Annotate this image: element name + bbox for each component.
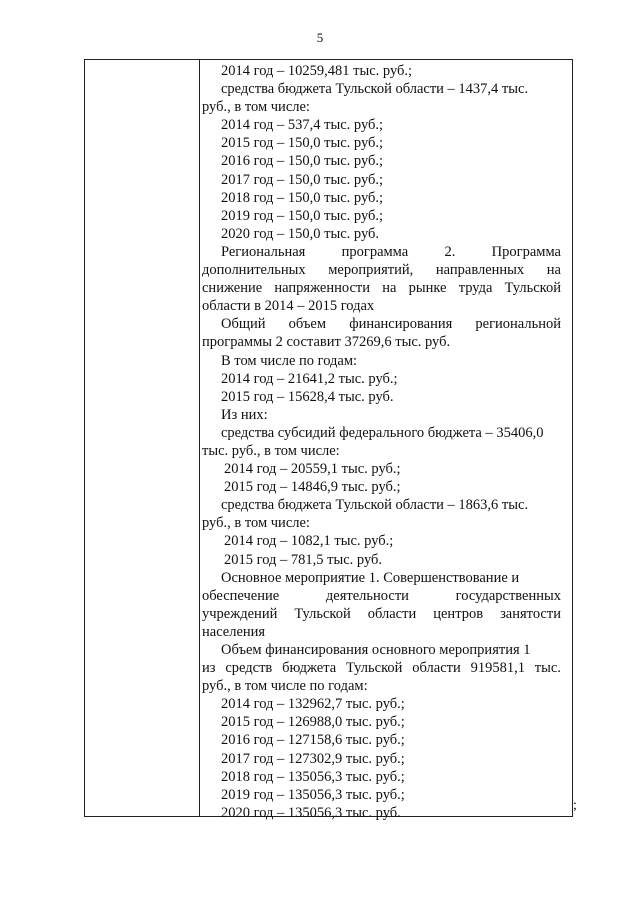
budget-line: 2014 год – 10259,481 тыс. руб.;	[221, 63, 413, 79]
budget-line: 2017 год – 150,0 тыс. руб.;	[221, 171, 384, 188]
budget-line: 2015 год – 150,0 тыс. руб.;	[221, 135, 384, 152]
word: области	[367, 605, 417, 622]
word: мероприятий,	[328, 262, 414, 279]
federal-line2: тыс. руб., в том числе:	[202, 442, 340, 459]
program2-2014: 2014 год – 21641,2 тыс. руб.;	[221, 370, 398, 387]
ma-volume-line3: руб., в том числе по годам:	[202, 678, 368, 695]
word: центров	[433, 605, 484, 622]
main-activity-line3	[202, 605, 561, 623]
regional-2015: 2015 год – 781,5 тыс. руб.	[224, 551, 383, 568]
word: государственных	[455, 587, 561, 604]
word: 2.	[444, 243, 456, 260]
main-activity-year-line: 2015 год – 126988,0 тыс. руб.;	[221, 714, 405, 731]
financing-table	[84, 59, 573, 821]
word: дополнительных	[202, 262, 306, 279]
ma-volume-line2	[202, 659, 561, 677]
by-years-label: В том числе по годам:	[221, 352, 358, 369]
financing-text-column	[202, 62, 561, 822]
word: 919581,1	[470, 660, 525, 677]
main-activity-year-line: 2014 год – 132962,7 тыс. руб.;	[221, 696, 405, 713]
word: обеспечение	[202, 587, 280, 604]
word: на	[382, 280, 397, 297]
main-activity-line4: населения	[202, 623, 266, 640]
program2-volume-line2: программы 2 составит 37269,6 тыс. руб.	[202, 334, 451, 351]
regional-line1: средства бюджета Тульской области – 1863,6 тыс.	[221, 497, 529, 514]
word: региональной	[475, 316, 561, 333]
main-activity-year-line: 2018 год – 135056,3 тыс. руб.;	[221, 768, 405, 785]
word: Тульской	[346, 660, 403, 677]
column-divider	[199, 60, 200, 816]
main-activity-year-line: 2019 год – 135056,3 тыс. руб.;	[221, 786, 405, 803]
word: снижение	[202, 280, 263, 297]
word: Программа	[491, 243, 561, 260]
budget-line: руб., в том числе:	[202, 99, 310, 116]
program2-volume-line1	[202, 315, 561, 333]
program2-title-line2	[202, 261, 561, 279]
word: области	[412, 660, 461, 677]
budget-line: 2016 год – 150,0 тыс. руб.;	[221, 153, 384, 170]
budget-line: 2014 год – 537,4 тыс. руб.;	[221, 117, 384, 134]
budget-line: средства бюджета Тульской области – 1437,4 тыс.	[221, 81, 529, 98]
word: занятости	[500, 605, 561, 622]
word: Региональная	[221, 243, 306, 260]
budget-line: 2018 год – 150,0 тыс. руб.;	[221, 189, 384, 206]
word: напряженности	[274, 280, 370, 297]
main-activity-line2	[202, 587, 561, 605]
main-activity-year-line: 2017 год – 127302,9 тыс. руб.;	[221, 750, 405, 767]
program2-2015: 2015 год – 15628,4 тыс. руб.	[221, 388, 394, 405]
word: Тульской	[294, 605, 351, 622]
word: на	[546, 262, 561, 279]
word: деятельности	[325, 587, 409, 604]
regional-line2: руб., в том числе:	[202, 515, 310, 532]
trailing-semicolon: ;	[573, 798, 577, 813]
main-activity-year-line: 2020 год – 135056,3 тыс. руб.	[221, 804, 401, 821]
page-number: 5	[316, 30, 324, 45]
word: финансирования	[349, 316, 453, 333]
regional-2014: 2014 год – 1082,1 тыс. руб.;	[224, 533, 394, 550]
word: из	[202, 660, 216, 677]
of-them-label: Из них:	[221, 406, 268, 423]
main-activity-year-line: 2016 год – 127158,6 тыс. руб.;	[221, 732, 405, 749]
ma-volume-line1: Объем финансирования основного мероприятия 1	[221, 642, 531, 658]
word: средств	[225, 660, 273, 677]
program2-title-line3	[202, 279, 561, 297]
word: бюджета	[282, 660, 337, 677]
program2-title-line1	[202, 243, 561, 261]
budget-line: 2020 год – 150,0 тыс. руб.	[221, 225, 380, 242]
word: рынке	[408, 280, 447, 297]
program2-title-line4: области в 2014 – 2015 годах	[202, 298, 375, 315]
word: тыс.	[534, 660, 561, 677]
budget-line: 2019 год – 150,0 тыс. руб.;	[221, 207, 384, 224]
word: Общий	[221, 316, 266, 333]
word: объем	[288, 316, 327, 333]
federal-2015: 2015 год – 14846,9 тыс. руб.;	[224, 479, 401, 496]
word: программа	[341, 243, 409, 260]
word: учреждений	[202, 605, 278, 622]
main-activity-line1: Основное мероприятие 1. Совершенствование и	[221, 569, 520, 586]
federal-2014: 2014 год – 20559,1 тыс. руб.;	[224, 461, 401, 478]
word: Тульской	[504, 280, 561, 297]
word: труда	[458, 280, 493, 297]
word: направленных	[435, 262, 525, 279]
federal-line1: средства субсидий федерального бюджета – 35406,0	[221, 424, 544, 441]
